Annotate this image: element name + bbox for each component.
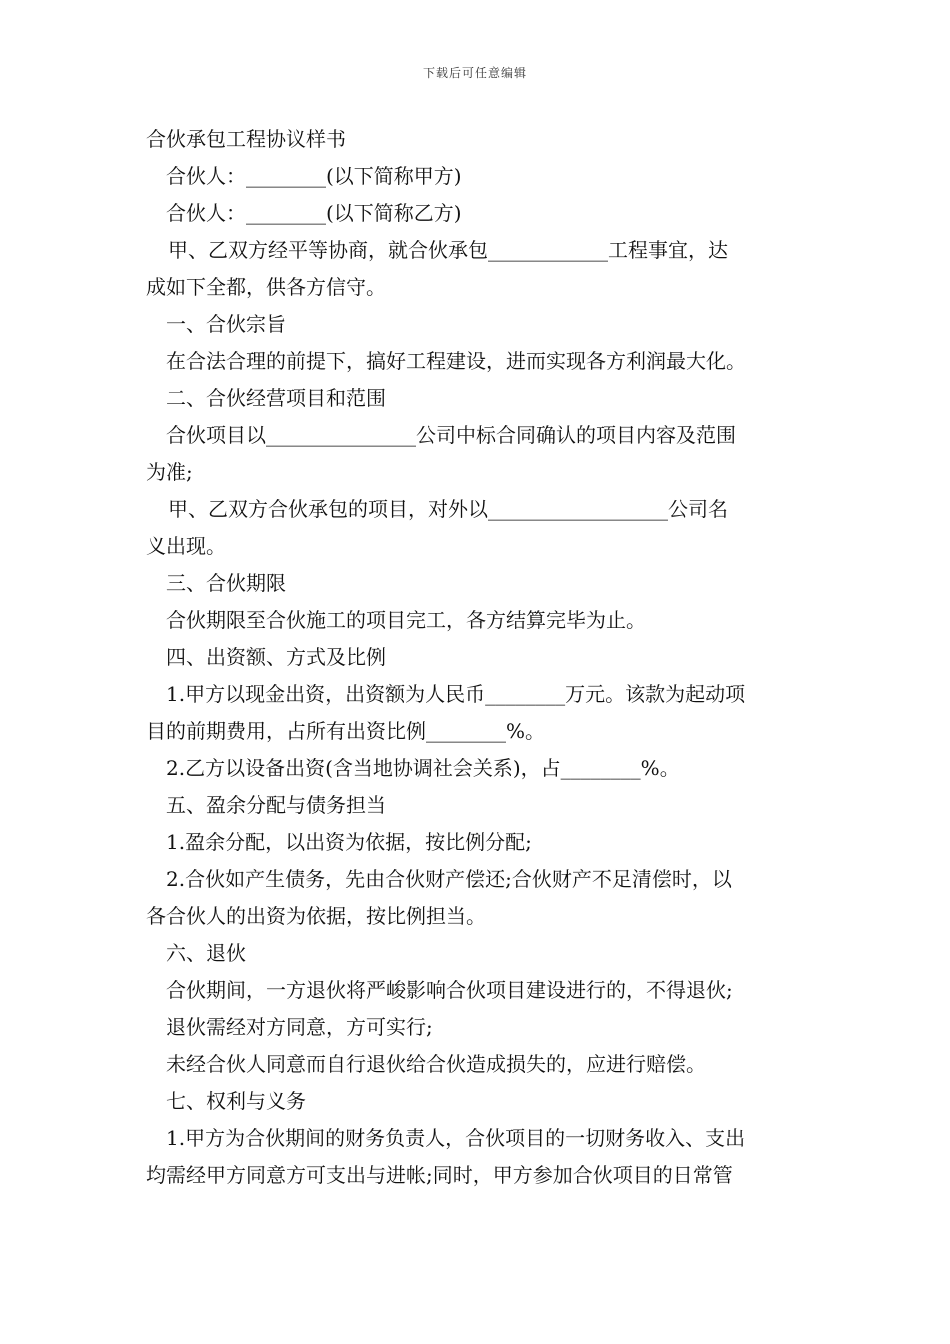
party-a-line: 合伙人：________(以下简称甲方)	[166, 164, 462, 188]
paragraph-line: 甲、乙双方合伙承包的项目，对外以__________________公司名	[168, 497, 728, 521]
paragraph-line: 义出现。	[146, 534, 226, 558]
section-heading: 六、退伙	[166, 941, 246, 965]
paragraph-line: 目的前期费用，占所有出资比例________%。	[146, 719, 546, 743]
paragraph-line: 均需经甲方同意方可支出与进帐;同时，甲方参加合伙项目的日常管	[146, 1163, 733, 1187]
paragraph-line: 合伙期间，一方退伙将严峻影响合伙项目建设进行的，不得退伙;	[166, 978, 733, 1002]
paragraph-line: 2.合伙如产生债务，先由合伙财产偿还;合伙财产不足清偿时，以	[166, 867, 732, 891]
paragraph-line: 各合伙人的出资为依据，按比例担当。	[146, 904, 486, 928]
paragraph-line: 甲、乙双方经平等协商，就合伙承包____________工程事宜，达	[168, 238, 728, 262]
document-body	[146, 121, 808, 1194]
paragraph-line: 在合法合理的前提下，搞好工程建设，进而实现各方利润最大化。	[166, 349, 746, 373]
paragraph-line: 未经合伙人同意而自行退伙给合伙造成损失的，应进行赔偿。	[166, 1052, 706, 1076]
page-header: 下载后可任意编辑	[422, 66, 527, 80]
document-title: 合伙承包工程协议样书	[146, 127, 346, 151]
section-heading: 四、出资额、方式及比例	[166, 645, 386, 669]
paragraph-line: 1.盈余分配，以出资为依据，按比例分配;	[166, 830, 532, 854]
paragraph-line: 2.乙方以设备出资(含当地协调社会关系)，占________%。	[166, 756, 680, 780]
section-heading: 五、盈余分配与债务担当	[166, 793, 386, 817]
party-b-line: 合伙人：________(以下简称乙方)	[166, 201, 462, 225]
section-heading: 七、权利与义务	[166, 1089, 306, 1113]
paragraph-line: 合伙项目以_______________公司中标合同确认的项目内容及范围	[166, 423, 736, 447]
paragraph-line: 退伙需经对方同意，方可实行;	[166, 1015, 433, 1039]
section-heading: 三、合伙期限	[166, 571, 286, 595]
paragraph-line: 合伙期限至合伙施工的项目完工，各方结算完毕为止。	[166, 608, 646, 632]
paragraph-line: 1.甲方为合伙期间的财务负责人，合伙项目的一切财务收入、支出	[166, 1126, 746, 1150]
section-heading: 二、合伙经营项目和范围	[166, 386, 386, 410]
section-heading: 一、合伙宗旨	[166, 312, 286, 336]
paragraph-line: 为准;	[146, 460, 193, 484]
paragraph-line: 1.甲方以现金出资，出资额为人民币________万元。该款为起动项	[166, 682, 746, 706]
paragraph-line: 成如下全都，供各方信守。	[146, 275, 386, 299]
